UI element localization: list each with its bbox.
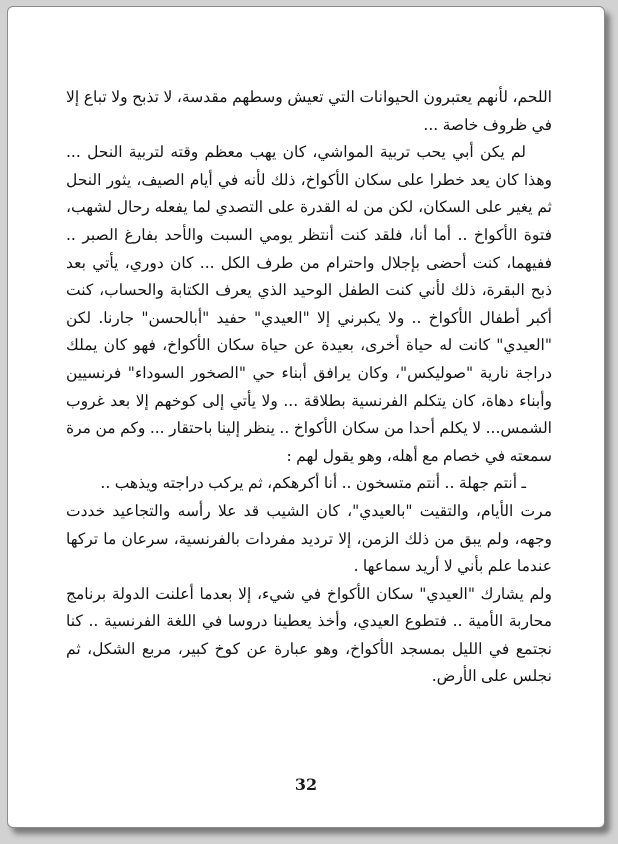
paragraph: ـ أنتم جهلة .. أنتم متسخون .. أنا أكرهكم، ثم يركب دراجته ويذهب .. [100, 474, 526, 493]
paragraph: لم يكن أبي يحب تربية المواشي، كان يهب معظم وقته لتربية النحل ... وهذا كان يعد خطرا على سكان الأكواخ، ذلك لأنه في أيام الصيف، يثور النحل ثم يغير على السكان، لكن من له القدرة على التصدي لما يفعله رحال لشهب، فتوة الأكواخ .. أما أنا، فلقد كنت أنتظر يومي السبت والأحد بفارغ الصبر .. ففيهما، كنت أحضى بإجلال واحترام من طرف الكل ... كان دوري، يأتي بعد ذبح البقرة، ذلك لأني كنت الطفل الوحيد الذي يعرف الكتابة والحساب، كنت أكبر أطفال الأكواخ .. ولا يكبرني إلا "العيدي" حفيد "أبالحسن" جارنا. لكن "العيدي" كانت له حياة أخرى، بعيدة عن حياة سكان الأكواخ، فهو كان يملك دراجة نارية "صوليكس"، وكان يرافق أبناء حي "الصخور السوداء" فرنسيين وأبناء دهاة، كان يتكلم الفرنسية بطلاقة ... ولا يأتي إلى كوخهم إلا بعد غروب الشمس... لا يكلم أحدا من سكان الأكواخ .. ينظر إلينا باحتقار ... وكم من مرة سمعته في خصام مع أهله، وهو يقول لهم : [66, 143, 552, 465]
paragraph: مرت الأيام، والتقيت "بالعيدي"، كان الشيب قد علا رأسه والتجاعيد خددت وجهه، ولم يبق من ذلك الزمن، إلا ترديد مفردات بالفرنسية، سرعان ما تركها عندما علم بأني لا أريد سماعها . [66, 501, 552, 576]
paragraph: اللحم، لأنهم يعتبرون الحيوانات التي تعيش وسطهم مقدسة، لا تذبح ولا تباع إلا في ظروف خاصة ... [66, 88, 552, 134]
book-page [7, 6, 605, 828]
page-number: 32 [294, 775, 318, 794]
page-body-text [66, 84, 552, 691]
paragraph: ولم يشارك "العيدي" سكان الأكواخ في شيء، إلا بعدما أعلنت الدولة برنامج محاربة الأمية .. فتطوع العيدي، وأخذ يعطينا دروسا في اللغة الفرنسية .. كنا نجتمع في الليل بمسجد الأكواخ، وهو عبارة عن كوخ كبير، مربع الشكل، ثم نجلس على الأرض. [66, 584, 552, 686]
